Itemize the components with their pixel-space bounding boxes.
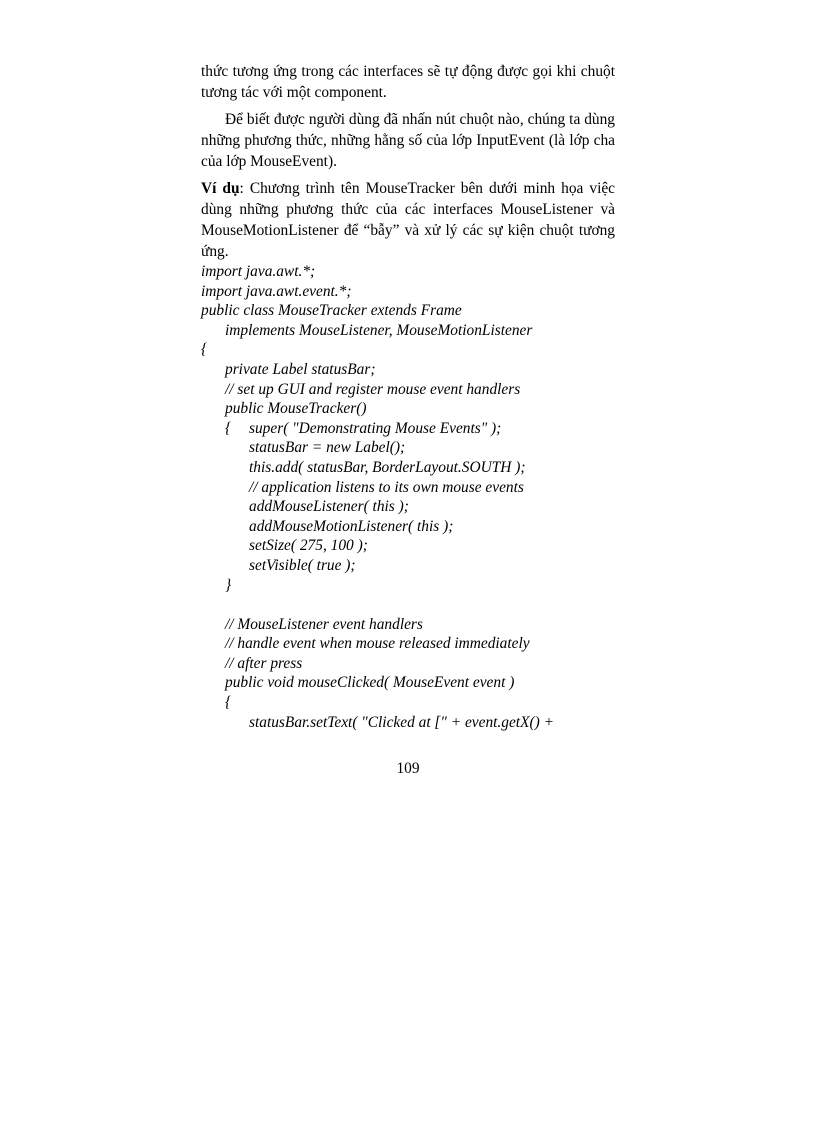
body-text (201, 61, 615, 268)
page-number: 109 (396, 760, 420, 777)
paragraph-2: Để biết được người dùng đã nhấn nút chuột nào, chúng ta dùng những phương thức, những hằng số của lớp InputEvent (là lớp cha của lớp MouseEvent). (201, 111, 615, 170)
code-line: statusBar = new Label(); (249, 439, 406, 457)
code-listing (201, 262, 621, 732)
code-line: import java.awt.event.*; (201, 282, 352, 300)
example-label: Ví dụ (201, 180, 240, 197)
code-line-blank (201, 595, 621, 615)
code-line: addMouseListener( this ); (249, 498, 409, 516)
code-line: // after press (225, 654, 303, 672)
code-line: import java.awt.*; (201, 263, 316, 280)
code-line-brace-group (201, 419, 621, 439)
code-line: private Label statusBar; (225, 360, 376, 378)
code-line: { (225, 694, 232, 712)
example-text: : Chương trình tên MouseTracker bên dưới minh họa việc dùng những phương thức của các interfaces MouseListener và MouseMotionListener để “bẫy” và xử lý các sự kiện chuột tương ứng. (201, 180, 616, 260)
code-line: setSize( 275, 100 ); (249, 537, 368, 555)
code-line: { (225, 419, 232, 437)
paragraph-3 (201, 178, 615, 262)
code-line: implements MouseListener, MouseMotionListener (225, 321, 533, 339)
code-line: addMouseMotionListener( this ); (249, 517, 454, 535)
code-line: setVisible( true ); (249, 556, 356, 574)
code-line: // handle event when mouse released immediately (225, 635, 530, 653)
code-line: } (225, 576, 232, 594)
code-line: public void mouseClicked( MouseEvent event ) (225, 674, 515, 692)
code-line: this.add( statusBar, BorderLayout.SOUTH ); (249, 458, 526, 476)
code-line: // set up GUI and register mouse event handlers (225, 380, 521, 398)
code-line: statusBar.setText( "Clicked at [" + event.getX() + (249, 713, 554, 731)
code-line: // MouseListener event handlers (225, 615, 423, 633)
code-line: { (201, 341, 208, 359)
code-line: super( "Demonstrating Mouse Events" ); (249, 419, 502, 437)
code-line: public class MouseTracker extends Frame (201, 302, 462, 320)
paragraph-1: thức tương ứng trong các interfaces sẽ tự động được gọi khi chuột tương tác với một component. (201, 63, 615, 101)
code-line: public MouseTracker() (225, 400, 367, 418)
code-line: // application listens to its own mouse events (249, 478, 524, 496)
